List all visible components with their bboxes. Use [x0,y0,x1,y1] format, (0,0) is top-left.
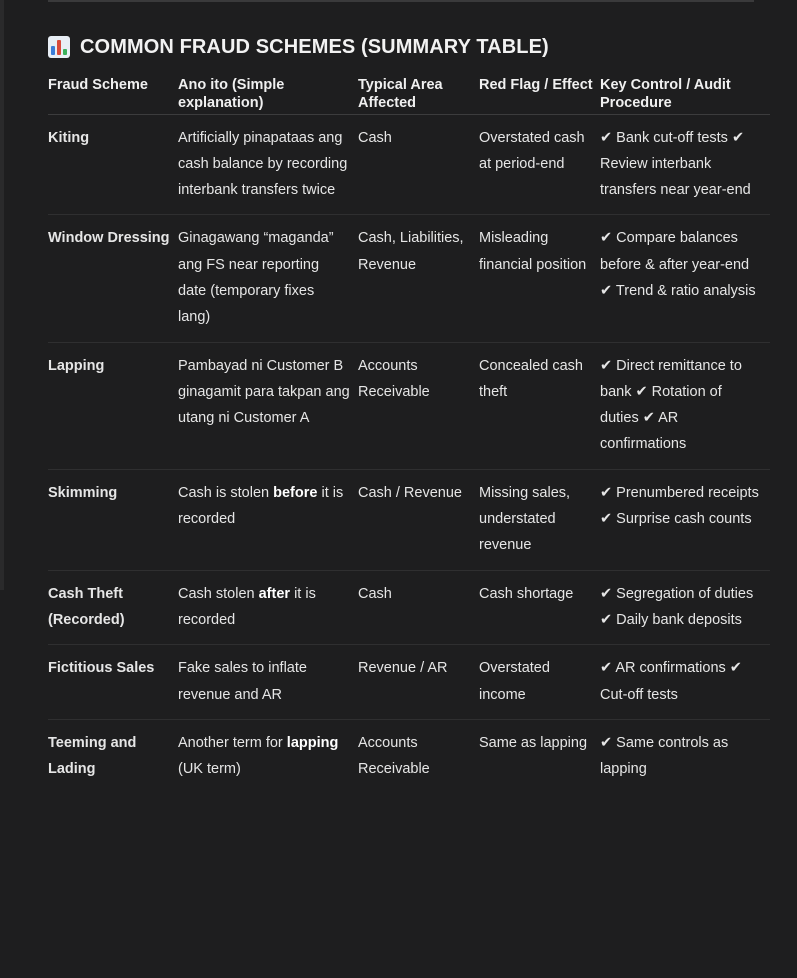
cell-control-text: ✔ Prenumbered receipts ✔ Surprise cash counts [600,484,759,528]
table-body [48,114,770,793]
cell-area-text: Accounts Receivable [358,734,430,778]
cell-red-flag-text: Missing sales, understated revenue [479,484,571,554]
table-row [48,469,770,570]
cell-red-flag-text: Overstated cash at period-end [479,129,585,172]
cell-scheme-text: Kiting [48,129,90,146]
cell-red-flag [479,645,600,720]
explanation-text: Fake sales to inflate revenue and AR [178,660,307,703]
cell-area-text: Cash / Revenue [358,484,462,501]
header-fraud-scheme: Fraud Scheme [48,70,178,114]
explanation-text: Cash stolen [178,585,259,602]
explanation-text: it is recorded [178,585,316,628]
table-header [48,70,770,114]
emphasis-text: after [258,585,291,602]
table-row [48,114,770,215]
cell-control [600,215,770,342]
cell-red-flag-text: Overstated income [479,660,550,703]
cell-area [358,342,479,469]
cell-explanation [178,114,358,215]
table-row [48,570,770,645]
cell-control-text: ✔ Segregation of duties ✔ Daily bank deposits [600,585,754,628]
header-red-flag: Red Flag / Effect [479,70,600,114]
cell-explanation [178,342,358,469]
cell-scheme-text: Fictitious Sales [48,660,155,677]
cell-scheme [48,645,178,720]
cell-control-text: ✔ AR confirmations ✔ Cut-off tests [600,660,742,703]
cell-scheme [48,114,178,215]
cell-red-flag [479,215,600,342]
cell-area [358,645,479,720]
cell-scheme-text: Teeming and Lading [48,734,137,778]
cell-area [358,215,479,342]
cell-control [600,342,770,469]
cell-area [358,719,479,793]
bar-chart-icon [48,36,70,58]
cell-scheme-text: Cash Theft (Recorded) [48,585,125,628]
cell-area [358,114,479,215]
cell-red-flag-text: Cash shortage [479,585,574,602]
top-divider [48,0,754,2]
cell-explanation [178,469,358,570]
cell-scheme [48,719,178,793]
cell-explanation [178,645,358,720]
cell-control [600,645,770,720]
header-row [48,70,770,114]
table-row [48,342,770,469]
table-row [48,719,770,793]
cell-control-text: ✔ Same controls as lapping [600,734,729,778]
cell-red-flag [479,570,600,645]
header-key-control: Key Control / Audit Procedure [600,70,770,114]
cell-control [600,570,770,645]
explanation-text: Pambayad ni Customer B ginagamit para takpan ang utang ni Customer A [178,357,350,427]
cell-control [600,469,770,570]
table-row [48,215,770,342]
left-edge-border [0,0,4,590]
cell-red-flag [479,342,600,469]
cell-control-text: ✔ Compare balances before & after year-end ✔ Trend & ratio analysis [600,230,756,299]
cell-scheme [48,570,178,645]
explanation-text: it is recorded [178,484,344,528]
cell-explanation [178,570,358,645]
cell-scheme [48,469,178,570]
cell-area [358,570,479,645]
cell-red-flag [479,469,600,570]
explanation-text: Another term for [178,734,287,751]
explanation-text: Artificially pinapataas ang cash balance by recording interbank transfers twice [178,129,348,199]
header-area-affected: Typical Area Affected [358,70,479,114]
cell-area-text: Accounts Receivable [358,357,430,400]
cell-scheme [48,342,178,469]
explanation-text: (UK term) [178,761,241,778]
cell-area-text: Cash [358,129,392,146]
cell-control [600,719,770,793]
explanation-text: Ginagawang “maganda” ang FS near reporting date (temporary fixes lang) [178,230,334,326]
cell-area-text: Revenue / AR [358,660,448,677]
header-explanation: Ano ito (Simple explanation) [178,70,358,114]
explanation-text: Cash is stolen [178,484,274,501]
cell-explanation [178,719,358,793]
section-heading [48,32,549,62]
section-title: COMMON FRAUD SCHEMES (SUMMARY TABLE) [80,35,549,58]
cell-area [358,469,479,570]
cell-red-flag [479,114,600,215]
cell-red-flag-text: Same as lapping [479,734,588,751]
cell-red-flag [479,719,600,793]
cell-scheme-text: Lapping [48,357,105,374]
emphasis-text: before [273,484,318,501]
cell-scheme [48,215,178,342]
cell-control-text: ✔ Direct remittance to bank ✔ Rotation of duties ✔ AR confirmations [600,357,742,453]
cell-control [600,114,770,215]
cell-scheme-text: Window Dressing [48,230,170,247]
cell-red-flag-text: Misleading financial position [479,230,587,273]
cell-explanation [178,215,358,342]
fraud-schemes-table [48,70,770,793]
emphasis-text: lapping [286,734,339,751]
cell-scheme-text: Skimming [48,484,118,501]
table-row [48,645,770,720]
cell-area-text: Cash, Liabilities, Revenue [358,230,464,273]
cell-control-text: ✔ Bank cut-off tests ✔ Review interbank transfers near year-end [600,129,751,199]
cell-red-flag-text: Concealed cash theft [479,357,583,400]
cell-area-text: Cash [358,585,392,602]
